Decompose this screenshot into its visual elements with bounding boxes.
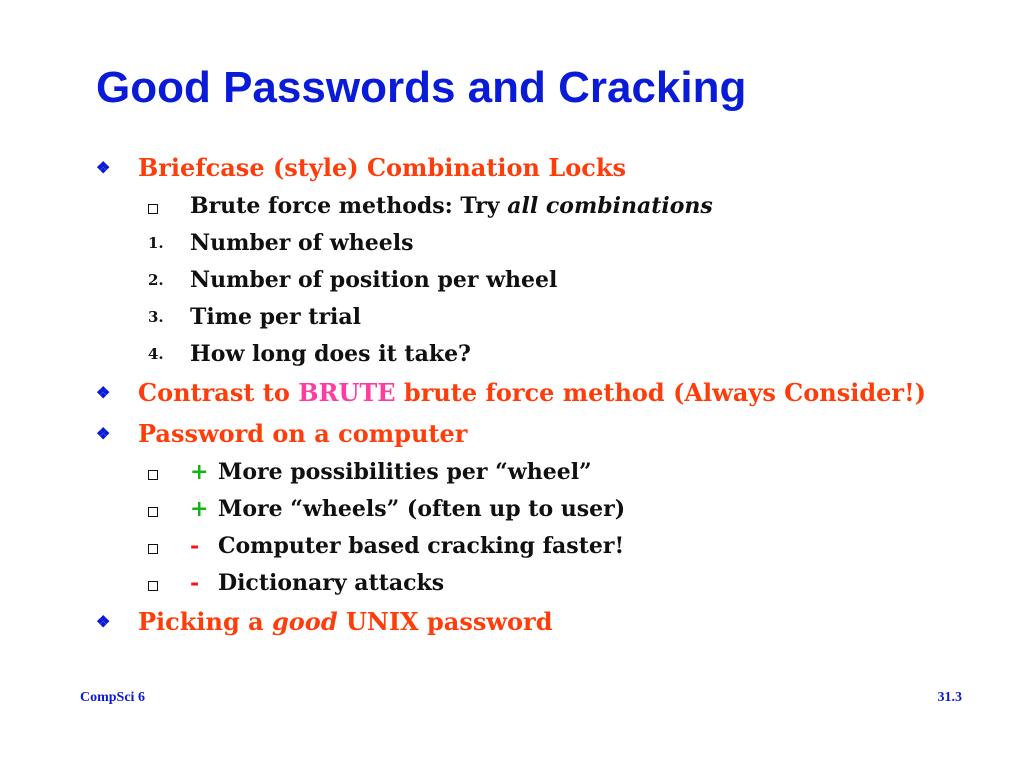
- emphasis-text: good: [272, 607, 338, 636]
- numbered-item-text: Time per trial: [190, 304, 362, 330]
- hollow-square-icon: [148, 457, 158, 488]
- bullet-text: Briefcase (style) Combination Locks: [138, 153, 626, 182]
- item-number: 2.: [148, 271, 164, 289]
- minus-sign: -: [190, 570, 200, 596]
- sub-bullet-text: - Dictionary attacks: [190, 570, 445, 596]
- footer-course-name: CompSci 6: [80, 690, 145, 705]
- hollow-square-icon: [148, 494, 158, 525]
- bullet-text: Password on a computer: [138, 419, 468, 448]
- sub-bullet-text: Brute force methods: Try all combinations: [190, 193, 713, 219]
- numbered-item-text: Number of position per wheel: [190, 267, 558, 293]
- item-number: 1.: [148, 234, 164, 252]
- bullet-text: Picking a good UNIX password: [138, 607, 553, 636]
- diamond-flower-icon: ❖: [96, 424, 111, 443]
- sub-bullet-text: + More possibilities per “wheel”: [190, 459, 592, 485]
- plus-sign: +: [190, 459, 209, 485]
- hollow-square-icon: [148, 531, 158, 562]
- sub-bullet-text: + More “wheels” (often up to user): [190, 496, 626, 522]
- hollow-square-icon: [148, 191, 158, 222]
- minus-sign: -: [190, 533, 200, 559]
- item-number: 4.: [148, 345, 164, 363]
- numbered-item-text: How long does it take?: [190, 341, 471, 367]
- item-number: 3.: [148, 308, 164, 326]
- emphasis-text: all combinations: [507, 193, 713, 219]
- bullet-text: Contrast to BRUTE brute force method (Always Consider!): [138, 378, 926, 407]
- diamond-flower-icon: ❖: [96, 612, 111, 631]
- footer-slide-number: 31.3: [937, 690, 962, 705]
- hollow-square-icon: [148, 568, 158, 599]
- diamond-flower-icon: ❖: [96, 158, 111, 177]
- diamond-flower-icon: ❖: [96, 383, 111, 402]
- slide-title: Good Passwords and Cracking: [96, 63, 747, 112]
- plus-sign: +: [190, 496, 209, 522]
- numbered-item-text: Number of wheels: [190, 230, 414, 256]
- highlight-text: BRUTE: [298, 378, 396, 407]
- sub-bullet-text: - Computer based cracking faster!: [190, 533, 625, 559]
